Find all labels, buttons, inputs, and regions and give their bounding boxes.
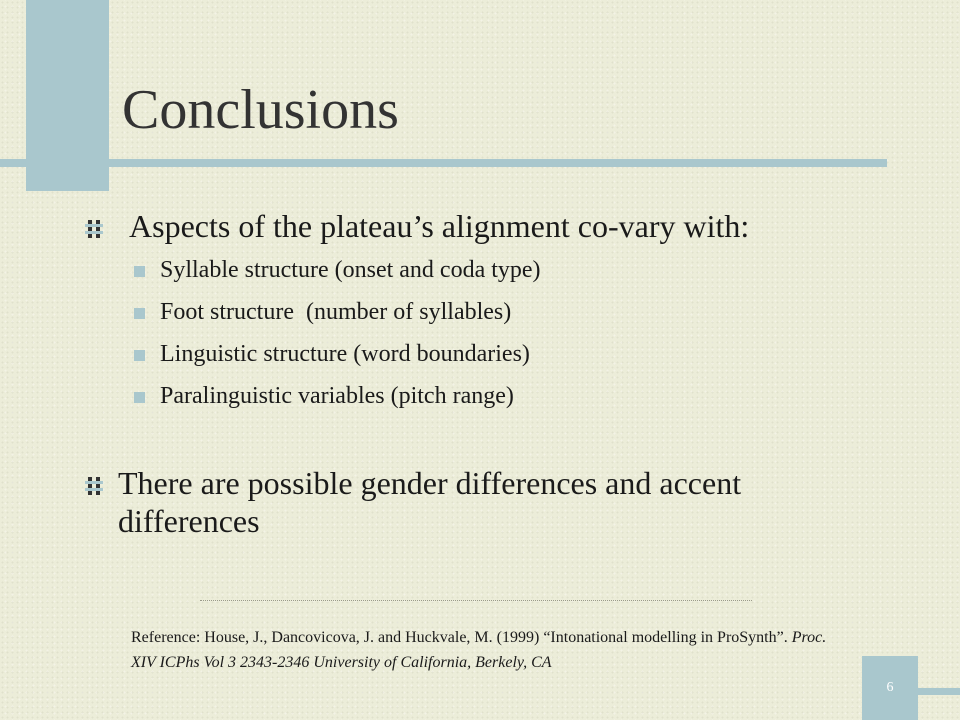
square-bullet-icon [134,350,145,361]
title-underline-bar [0,159,887,167]
square-bullet-icon [134,308,145,319]
square-bullet-icon [134,266,145,277]
sub-bullet-text: Linguistic structure (word boundaries) [160,341,530,367]
reference-divider [200,600,752,601]
hash-bullet-icon [83,475,105,497]
sub-bullet-text: Foot structure (number of syllables) [160,299,512,325]
reference-plain-text: Reference: House, J., Dancovicova, J. and Huckvale, M. (1999) “Intonational modelling in ProSynth”. [131,629,788,646]
reference-italic-text: Proc. XIV ICPhs Vol 3 2343-2346 University of California, Berkely, CA [131,629,827,671]
sub-bullet-text: Paralinguistic variables (pitch range) [160,383,514,409]
hash-bullet-icon [83,218,105,240]
reference-citation [131,625,831,675]
bullet-point-2: There are possible gender differences and accent differences [118,465,742,539]
page-number: 6 [886,680,894,695]
square-bullet-icon [134,392,145,403]
bullet-point-1: Aspects of the plateau’s alignment co-vary with: [129,208,750,244]
slide-title: Conclusions [122,79,399,141]
sub-bullet-text: Syllable structure (onset and coda type) [160,257,541,283]
